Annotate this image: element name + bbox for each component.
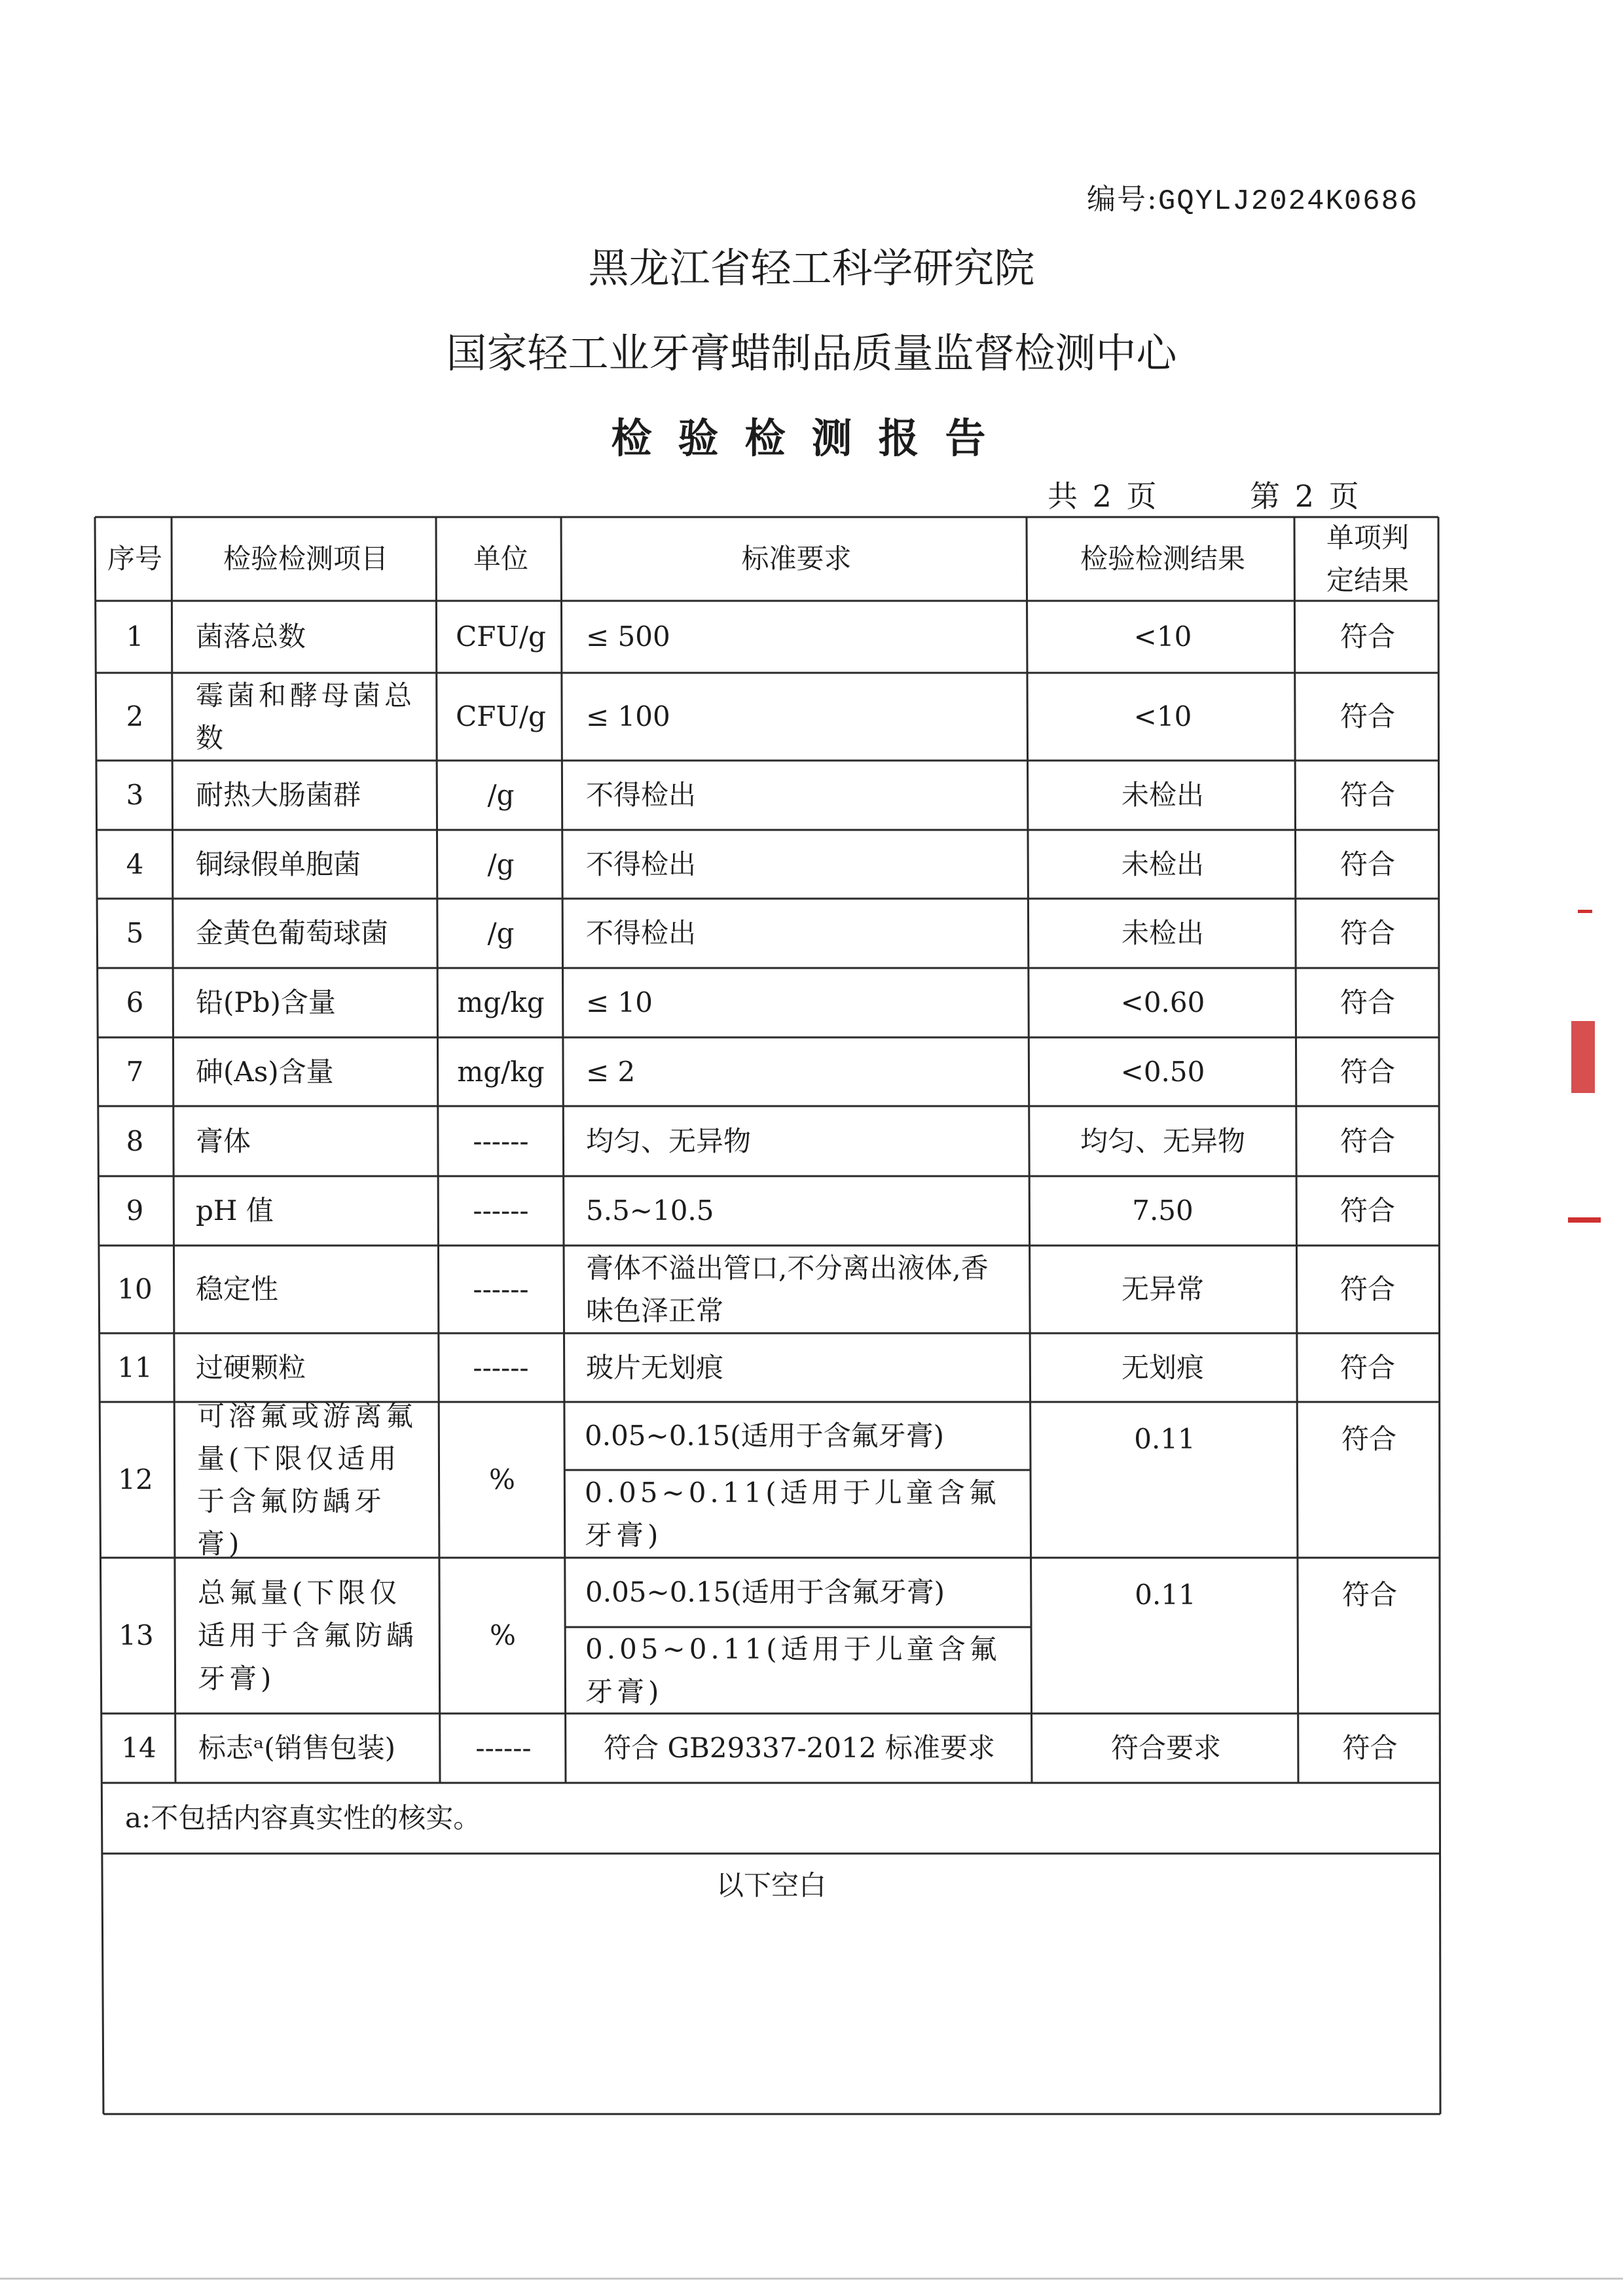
row-8-item: 膏体 [196,1124,251,1157]
row-13-requirement-a: 0.05~0.15(适用于含氟牙膏) [585,1576,945,1609]
row-4-result: 未检出 [1121,848,1204,880]
row-12-result: 0.11 [1134,1423,1195,1455]
row-5-unit: /g [487,917,515,950]
row-6-judgement: 符合 [1340,986,1395,1019]
report-number-label: 编号: [1087,183,1158,216]
row-5-no: 5 [126,917,144,950]
row-10-no: 10 [117,1273,153,1306]
row-13-item: 总氟量(下限仅适用于含氟防龋牙膏) [198,1577,418,1695]
blank-below-note: 以下空白 [716,1869,826,1902]
row-3-requirement: 不得检出 [586,779,697,812]
row-6-no: 6 [126,986,144,1019]
current-page: 第 2 页 [1250,478,1359,514]
row-1-item: 菌落总数 [196,620,306,653]
row-2-requirement: ≤ 100 [586,700,670,733]
row-12-judgement: 符合 [1341,1423,1396,1455]
seal-fragment [1571,1021,1595,1093]
row-8-requirement: 均匀、无异物 [586,1124,752,1157]
row-11-requirement: 玻片无划痕 [586,1351,724,1384]
row-12-requirement-b: 0.05~0.11(适用于儿童含氟牙膏) [585,1476,1000,1551]
row-1-requirement: ≤ 500 [586,620,670,653]
scan-edge-line [0,2278,1623,2280]
row-7-unit: mg/kg [457,1055,545,1088]
row-11-no: 11 [117,1351,153,1384]
row-6-result: <0.60 [1120,986,1205,1019]
row-7-requirement: ≤ 2 [586,1055,636,1088]
row-9-requirement: 5.5~10.5 [586,1194,714,1227]
row-8-no: 8 [126,1124,144,1157]
row-11-unit: ------ [473,1351,529,1384]
row-4-requirement: 不得检出 [586,848,697,880]
row-4-item: 铜绿假单胞菌 [196,848,361,880]
institute-name: 黑龙江省轻工科学研究院 [588,244,1035,292]
row-2-result: <10 [1133,700,1192,733]
row-12-requirement-a: 0.05~0.15(适用于含氟牙膏) [585,1420,944,1452]
row-3-no: 3 [126,779,144,812]
col-header-unit: 单位 [473,543,528,575]
row-4-judgement: 符合 [1340,848,1395,880]
report-title: 检验检测报告 [611,414,1012,462]
row-3-item: 耐热大肠菌群 [196,779,361,812]
row-6-requirement: ≤ 10 [586,986,653,1019]
table-footnote: a:不包括内容真实性的核实。 [125,1802,481,1835]
row-14-item: 标志ᵃ(销售包装) [198,1732,395,1765]
row-9-judgement: 符合 [1340,1194,1395,1227]
row-9-result: 7.50 [1132,1194,1194,1227]
row-5-requirement: 不得检出 [586,917,697,950]
row-1-judgement: 符合 [1340,620,1395,653]
row-14-unit: ------ [475,1732,532,1765]
row-10-judgement: 符合 [1340,1273,1395,1306]
row-3-judgement: 符合 [1340,779,1395,812]
row-8-judgement: 符合 [1340,1124,1395,1157]
row-10-unit: ------ [473,1273,529,1306]
row-4-unit: /g [487,848,515,880]
col-header-no: 序号 [107,543,162,575]
row-11-item: 过硬颗粒 [196,1351,306,1384]
row-11-judgement: 符合 [1340,1351,1395,1384]
row-8-unit: ------ [473,1124,529,1157]
row-8-result: 均匀、无异物 [1080,1124,1245,1157]
row-7-judgement: 符合 [1340,1055,1395,1088]
row-13-no: 13 [119,1619,154,1652]
row-1-no: 1 [126,620,144,653]
report-number-value: GQYLJ2024K0686 [1158,185,1419,218]
row-13-requirement-b: 0.05~0.11(适用于儿童含氟牙膏) [585,1632,1001,1708]
row-7-no: 7 [126,1055,144,1088]
row-5-result: 未检出 [1121,917,1204,950]
row-3-result: 未检出 [1121,779,1204,812]
seal-fragment [1578,910,1592,913]
center-name: 国家轻工业牙膏蜡制品质量监督检测中心 [446,329,1177,377]
row-3-unit: /g [487,779,515,812]
row-2-item: 霉菌和酵母菌总数 [196,679,416,754]
row-1-result: <10 [1133,620,1192,653]
row-14-no: 14 [121,1732,156,1765]
col-header-result: 检验检测结果 [1080,543,1245,575]
row-4-no: 4 [126,848,144,880]
row-10-requirement: 膏体不溢出管口,不分离出液体,香味色泽正常 [586,1251,989,1327]
row-13-judgement: 符合 [1341,1579,1397,1611]
row-13-result: 0.11 [1135,1579,1196,1611]
row-7-item: 砷(As)含量 [196,1055,334,1088]
row-14-result: 符合要求 [1110,1732,1221,1765]
row-9-item: pH 值 [196,1194,274,1227]
row-9-unit: ------ [473,1194,529,1227]
row-2-no: 2 [126,700,144,733]
row-10-item: 稳定性 [196,1273,279,1306]
row-2-unit: CFU/g [456,700,546,733]
row-13-unit: % [490,1619,516,1652]
row-12-unit: % [489,1463,515,1496]
row-11-result: 无划痕 [1121,1351,1204,1384]
row-6-item: 铅(Pb)含量 [196,986,336,1019]
col-header-item: 检验检测项目 [223,543,388,575]
seal-fragment [1568,1217,1601,1223]
row-5-item: 金黄色葡萄球菌 [196,917,389,950]
row-14-requirement: 符合 GB29337-2012 标准要求 [604,1732,995,1765]
row-5-judgement: 符合 [1340,917,1395,950]
row-12-no: 12 [118,1463,153,1496]
row-10-result: 无异常 [1121,1273,1204,1306]
row-14-judgement: 符合 [1342,1732,1398,1765]
col-header-judgement: 单项判定结果 [1326,521,1409,596]
row-7-result: <0.50 [1120,1055,1205,1088]
row-2-judgement: 符合 [1340,700,1395,733]
col-header-requirement: 标准要求 [741,543,852,575]
row-6-unit: mg/kg [457,986,545,1019]
total-pages: 共 2 页 [1048,478,1157,514]
row-9-no: 9 [126,1194,144,1227]
row-1-unit: CFU/g [456,620,546,653]
row-12-item: 可溶氟或游离氟量(下限仅适用于含氟防龋牙膏) [197,1399,418,1560]
